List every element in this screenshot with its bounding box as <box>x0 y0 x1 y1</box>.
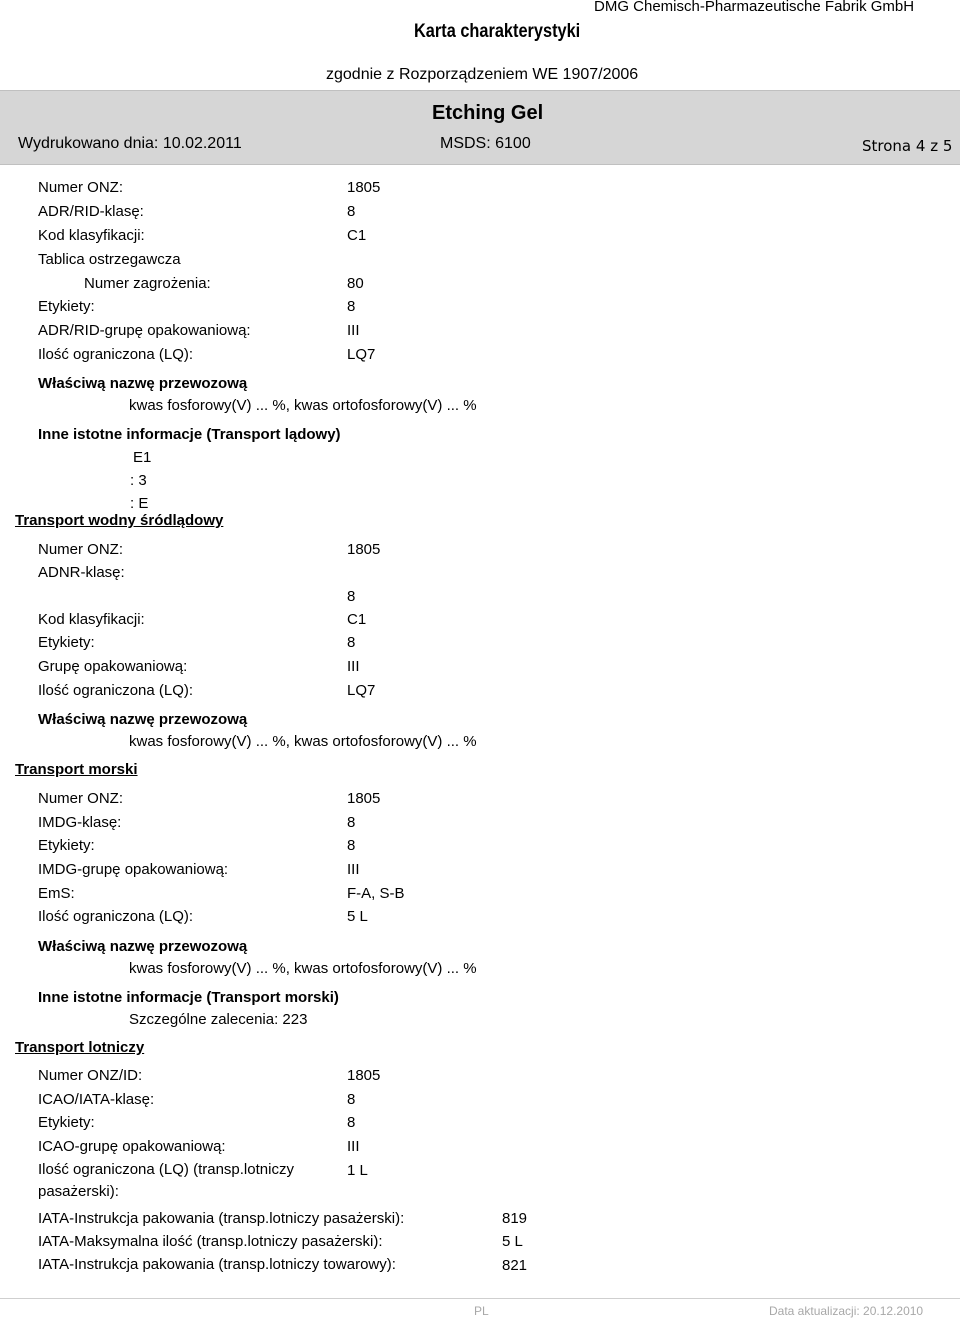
company-name: DMG Chemisch-Pharmazeutische Fabrik GmbH <box>594 0 915 15</box>
msds-number: MSDS: 6100 <box>440 135 531 152</box>
adr-class-label: ADR/RID-klasę: <box>38 203 144 220</box>
adr-un-number-label: Numer ONZ: <box>38 179 124 196</box>
adr-hazard-number-value: 80 <box>347 275 364 292</box>
sea-class-value: 8 <box>347 814 356 831</box>
sea-shipping-name-heading: Właściwą nazwę przewozową <box>38 938 248 955</box>
adr-limited-quantity-value: LQ7 <box>347 346 376 363</box>
inland-labels-value: 8 <box>347 634 356 651</box>
iata-passenger-packing-value: 819 <box>502 1210 528 1227</box>
sea-limited-quantity-label: Ilość ograniczona (LQ): <box>38 908 194 925</box>
adr-classification-code-label: Kod klasyfikacji: <box>38 227 145 244</box>
regulation-reference: zgodnie z Rozporządzeniem WE 1907/2006 <box>326 66 639 83</box>
iata-passenger-max-quantity-label: IATA-Maksymalna ilość (transp.lotniczy pasażerski): <box>38 1233 383 1250</box>
inland-packing-group-value: III <box>347 658 360 675</box>
air-un-number-value: 1805 <box>347 1067 381 1084</box>
product-name: Etching Gel <box>432 102 544 124</box>
adr-other-info-heading: Inne istotne informacje (Transport lądowy) <box>38 426 341 443</box>
adr-un-number-value: 1805 <box>347 179 381 196</box>
inland-packing-group-label: Grupę opakowaniową: <box>38 658 188 675</box>
sea-transport-heading: Transport morski <box>15 761 138 778</box>
sea-packing-group-value: III <box>347 861 360 878</box>
sea-labels-label: Etykiety: <box>38 837 95 854</box>
adr-labels-value: 8 <box>347 298 356 315</box>
sea-limited-quantity-value: 5 L <box>347 908 368 925</box>
iata-passenger-packing-label: IATA-Instrukcja pakowania (transp.lotniczy pasażerski): <box>38 1210 405 1227</box>
footer-divider <box>0 1298 960 1299</box>
inland-shipping-name-heading: Właściwą nazwę przewozową <box>38 711 248 728</box>
adr-class-value: 8 <box>347 203 356 220</box>
adr-other-info-line: E1 <box>133 449 152 466</box>
inland-class-value: 8 <box>347 588 356 605</box>
adr-other-info-line: : E <box>130 495 149 512</box>
air-labels-value: 8 <box>347 1114 356 1131</box>
iata-passenger-max-quantity-value: 5 L <box>502 1233 523 1250</box>
document-title: Karta charakterystyki <box>414 21 581 42</box>
adr-packing-group-label: ADR/RID-grupę opakowaniową: <box>38 322 251 339</box>
sea-shipping-name: kwas fosforowy(V) ... %, kwas ortofosforowy(V) ... % <box>129 960 477 977</box>
air-class-value: 8 <box>347 1091 356 1108</box>
air-limited-quantity-label-continued: pasażerski): <box>38 1183 119 1200</box>
print-date: Wydrukowano dnia: 10.02.2011 <box>18 135 242 152</box>
air-un-number-label: Numer ONZ/ID: <box>38 1067 143 1084</box>
adr-labels-label: Etykiety: <box>38 298 95 315</box>
iata-cargo-packing-label: IATA-Instrukcja pakowania (transp.lotniczy towarowy): <box>38 1256 396 1273</box>
inland-class-label: ADNR-klasę: <box>38 564 125 581</box>
inland-limited-quantity-label: Ilość ograniczona (LQ): <box>38 682 194 699</box>
inland-transport-heading: Transport wodny śródlądowy <box>15 512 224 529</box>
sea-ems-label: EmS: <box>38 885 75 902</box>
adr-shipping-name: kwas fosforowy(V) ... %, kwas ortofosforowy(V) ... % <box>129 397 477 414</box>
sea-special-provisions: Szczególne zalecenia: 223 <box>129 1011 308 1028</box>
air-transport-heading: Transport lotniczy <box>15 1039 145 1056</box>
inland-classification-code-value: C1 <box>347 611 367 628</box>
air-packing-group-label: ICAO-grupę opakowaniową: <box>38 1138 226 1155</box>
air-packing-group-value: III <box>347 1138 360 1155</box>
adr-other-info-line: : 3 <box>130 472 147 489</box>
sea-packing-group-label: IMDG-grupę opakowaniową: <box>38 861 229 878</box>
inland-labels-label: Etykiety: <box>38 634 95 651</box>
page-number: Strona 4 z 5 <box>862 137 953 155</box>
air-labels-label: Etykiety: <box>38 1114 95 1131</box>
adr-limited-quantity-label: Ilość ograniczona (LQ): <box>38 346 194 363</box>
sea-un-number-label: Numer ONZ: <box>38 790 124 807</box>
air-class-label: ICAO/IATA-klasę: <box>38 1091 155 1108</box>
air-limited-quantity-label: Ilość ograniczona (LQ) (transp.lotniczy <box>38 1161 294 1178</box>
inland-limited-quantity-value: LQ7 <box>347 682 376 699</box>
footer-update-date: Data aktualizacji: 20.12.2010 <box>769 1304 924 1318</box>
sea-labels-value: 8 <box>347 837 356 854</box>
sea-class-label: IMDG-klasę: <box>38 814 122 831</box>
adr-shipping-name-heading: Właściwą nazwę przewozową <box>38 375 248 392</box>
iata-cargo-packing-value: 821 <box>502 1257 528 1274</box>
inland-classification-code-label: Kod klasyfikacji: <box>38 611 145 628</box>
adr-classification-code-value: C1 <box>347 227 367 244</box>
sea-other-info-heading: Inne istotne informacje (Transport morski) <box>38 989 339 1006</box>
adr-warning-plate-label: Tablica ostrzegawcza <box>38 251 181 268</box>
inland-shipping-name: kwas fosforowy(V) ... %, kwas ortofosforowy(V) ... % <box>129 733 477 750</box>
adr-packing-group-value: III <box>347 322 360 339</box>
sea-ems-value: F-A, S-B <box>347 885 405 902</box>
footer-language: PL <box>474 1304 489 1318</box>
sea-un-number-value: 1805 <box>347 790 381 807</box>
air-limited-quantity-value: 1 L <box>347 1162 368 1179</box>
inland-un-number-label: Numer ONZ: <box>38 541 124 558</box>
inland-un-number-value: 1805 <box>347 541 381 558</box>
adr-hazard-number-label: Numer zagrożenia: <box>84 275 211 292</box>
